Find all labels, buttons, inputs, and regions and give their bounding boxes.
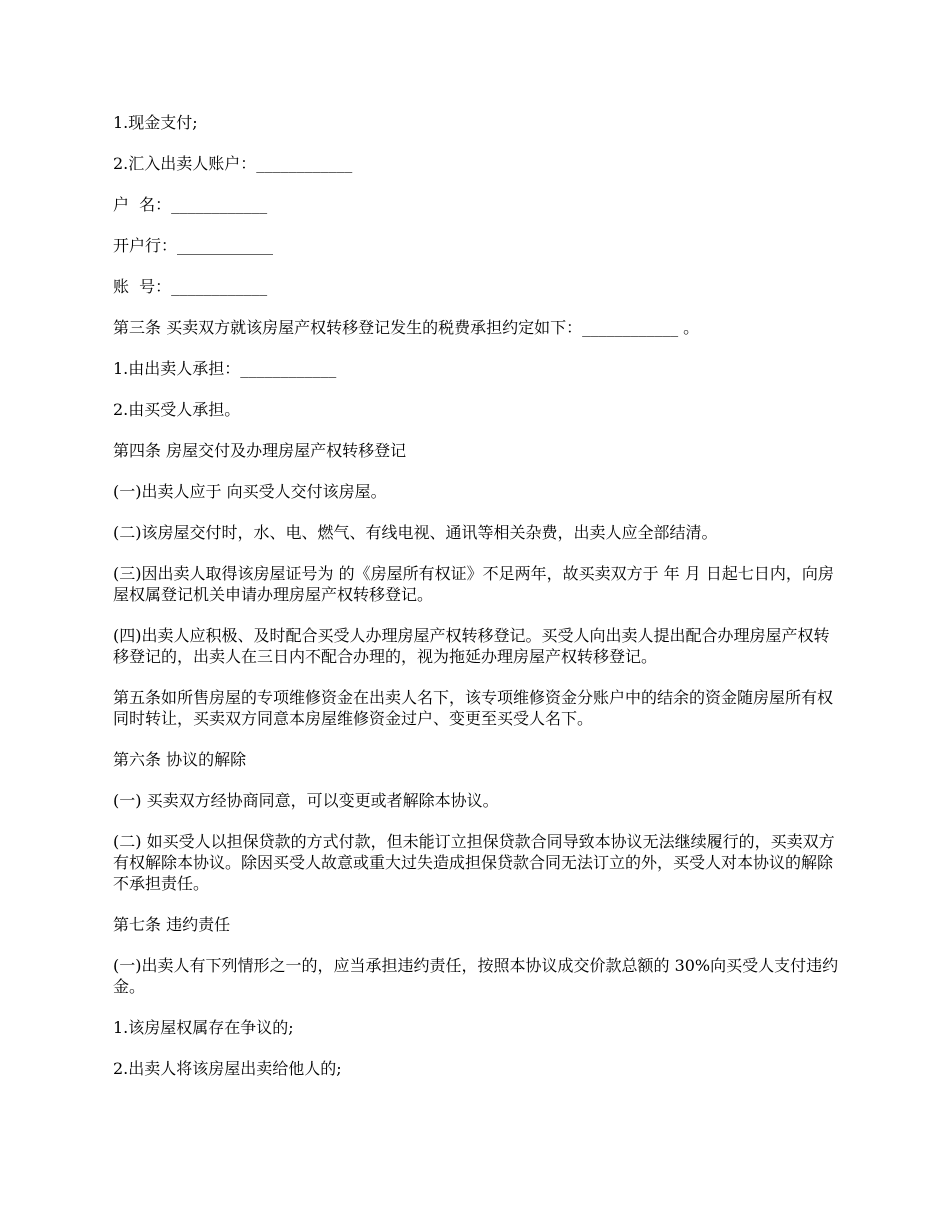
article-4-clause-1: (一)出卖人应于 向买受人交付该房屋。 bbox=[113, 482, 387, 501]
article-7-heading: 第七条 违约责任 bbox=[113, 915, 231, 934]
breach-item-1: 1.该房屋权属存在争议的; bbox=[113, 1018, 294, 1037]
tax-seller-item: 1.由出卖人承担：____________ bbox=[113, 359, 337, 378]
article-4-clause-4: (四)出卖人应积极、及时配合买受人办理房屋产权转移登记。买受人向出卖人提出配合办理房屋产权转移登记的，出卖人在三日内不配合办理的，视为拖延办理房屋产权转移登记。 bbox=[113, 626, 830, 666]
article-3-heading: 第三条 买卖双方就该房屋产权转移登记发生的税费承担约定如下：____________ 。 bbox=[113, 318, 700, 337]
document-body bbox=[113, 112, 841, 1099]
article-4-clause-2: (二)该房屋交付时，水、电、燃气、有线电视、通讯等相关杂费，出卖人应全部结清。 bbox=[113, 523, 718, 542]
breach-item-2: 2.出卖人将该房屋出卖给他人的; bbox=[113, 1059, 342, 1078]
payment-transfer-item: 2.汇入出卖人账户：____________ bbox=[113, 154, 353, 173]
account-name-line: 户 名：____________ bbox=[113, 195, 268, 214]
account-number-line: 账 号：____________ bbox=[113, 277, 268, 296]
article-6-heading: 第六条 协议的解除 bbox=[113, 750, 247, 769]
tax-buyer-item: 2.由买受人承担。 bbox=[113, 400, 241, 419]
article-4-heading: 第四条 房屋交付及办理房屋产权转移登记 bbox=[113, 441, 407, 460]
article-6-clause-2: (二) 如买受人以担保贷款的方式付款，但未能订立担保贷款合同导致本协议无法继续履行的，买卖双方有权解除本协议。除因买受人故意或重大过失造成担保贷款合同无法订立的外，买受人对本协议的解除不承担责任。 bbox=[113, 832, 835, 893]
article-7-clause-1: (一)出卖人有下列情形之一的，应当承担违约责任，按照本协议成交价款总额的 30%向买受人支付违约金。 bbox=[113, 956, 839, 996]
article-5-paragraph: 第五条如所售房屋的专项维修资金在出卖人名下，该专项维修资金分账户中的结余的资金随房屋所有权同时转让，买卖双方同意本房屋维修资金过户、变更至买受人名下。 bbox=[113, 688, 834, 728]
article-6-clause-1: (一) 买卖双方经协商同意，可以变更或者解除本协议。 bbox=[113, 791, 499, 810]
payment-cash-item: 1.现金支付; bbox=[113, 113, 198, 132]
article-4-clause-3: (三)因出卖人取得该房屋证号为 的《房屋所有权证》不足两年，故买卖双方于 年 月 日起七日内，向房屋权属登记机关申请办理房屋产权转移登记。 bbox=[113, 564, 834, 604]
bank-line: 开户行：____________ bbox=[113, 236, 274, 255]
